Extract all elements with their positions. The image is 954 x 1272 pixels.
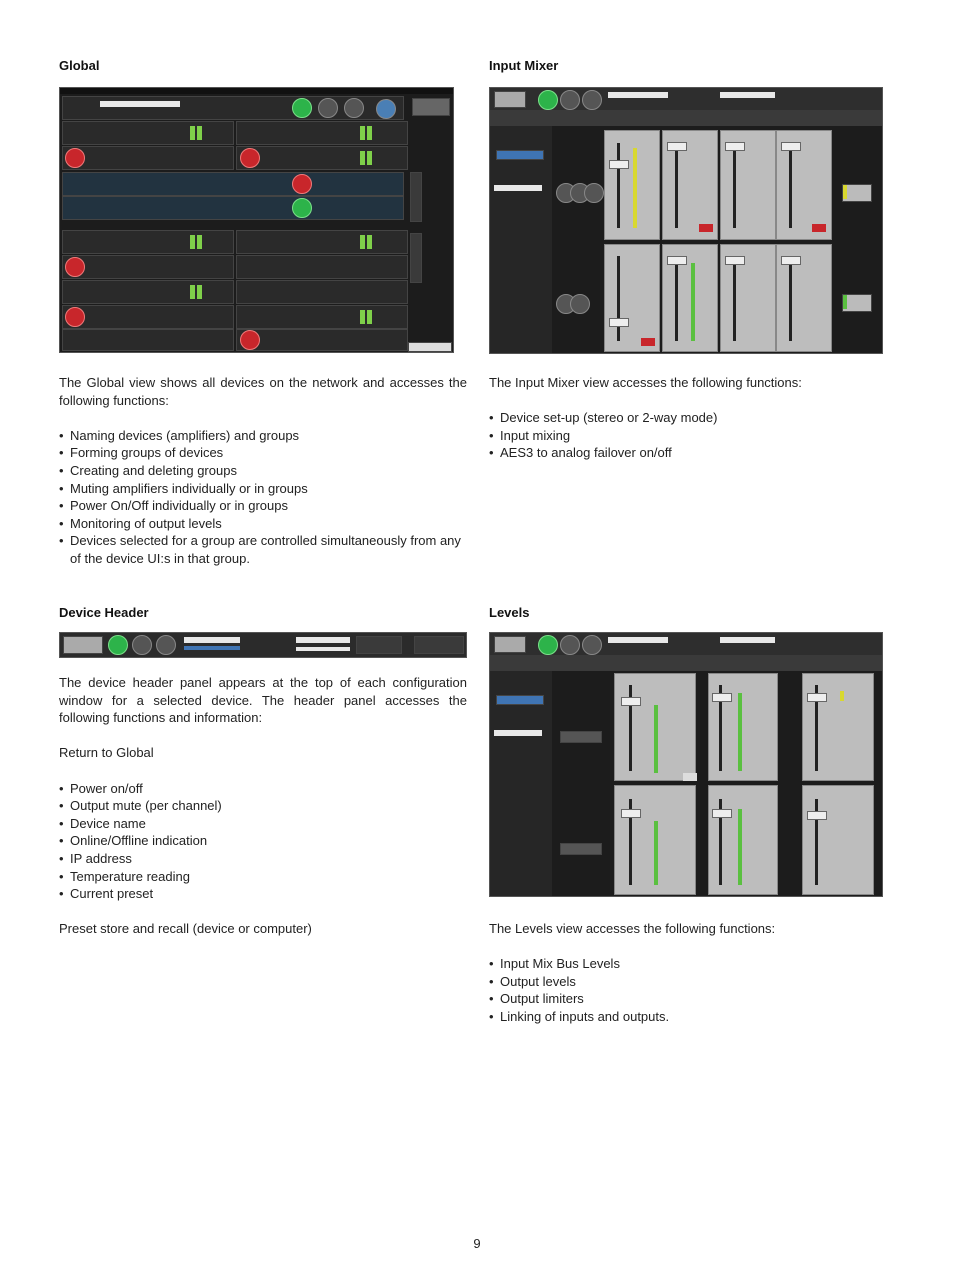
- list-item: • Output levels: [489, 973, 883, 991]
- list-item: • Naming devices (amplifiers) and groups: [59, 427, 467, 445]
- device-header-text: [59, 674, 467, 938]
- section-title-global: Global: [59, 58, 100, 73]
- list-item: • Online/Offline indication: [59, 832, 467, 850]
- device-header-intro: The device header panel appears at the top of each configuration window for a selected device. The header panel accesses the following functions and information:: [59, 675, 467, 726]
- levels-text: [489, 920, 883, 1026]
- list-item: • Power on/off: [59, 780, 467, 798]
- list-item: • Current preset: [59, 885, 467, 903]
- device-header-screenshot: [59, 632, 467, 658]
- list-item: • Muting amplifiers individually or in groups: [59, 480, 467, 498]
- device-header-bullet-list: [59, 780, 467, 903]
- section-levels: [489, 605, 883, 620]
- global-bullet-list: [59, 427, 467, 568]
- global-view-screenshot: [59, 87, 454, 353]
- list-item: • Power On/Off individually or in groups: [59, 497, 467, 515]
- section-global: [59, 58, 467, 73]
- list-item: • AES3 to analog failover on/off: [489, 444, 883, 462]
- page-number: 9: [473, 1236, 481, 1251]
- levels-intro: The Levels view accesses the following functions:: [489, 921, 776, 936]
- list-item: • Creating and deleting groups: [59, 462, 467, 480]
- list-item: • IP address: [59, 850, 467, 868]
- list-item: • Temperature reading: [59, 868, 467, 886]
- list-item: • Device set-up (stereo or 2-way mode): [489, 409, 883, 427]
- section-title-levels: Levels: [489, 605, 530, 620]
- input-mixer-intro: The Input Mixer view accesses the following functions:: [489, 375, 802, 390]
- section-title-device-header: Device Header: [59, 605, 149, 620]
- list-item: • Output mute (per channel): [59, 797, 467, 815]
- section-input-mixer: [489, 58, 883, 73]
- section-title-input-mixer: Input Mixer: [489, 58, 559, 73]
- levels-screenshot: [489, 632, 883, 897]
- list-item: • Output limiters: [489, 990, 883, 1008]
- input-mixer-screenshot: [489, 87, 883, 354]
- list-item: • Linking of inputs and outputs.: [489, 1008, 883, 1026]
- list-item: • Input mixing: [489, 427, 883, 445]
- list-item: • Forming groups of devices: [59, 444, 467, 462]
- list-item: • Monitoring of output levels: [59, 515, 467, 533]
- device-header-return-line: Return to Global: [59, 745, 154, 761]
- global-intro: The Global view shows all devices on the network and accesses the following functions:: [59, 375, 467, 408]
- input-mixer-text: [489, 374, 883, 462]
- global-text: [59, 374, 467, 568]
- levels-bullet-list: [489, 955, 883, 1025]
- list-item: • Device name: [59, 815, 467, 833]
- list-item: • Input Mix Bus Levels: [489, 955, 883, 973]
- device-header-preset-line: Preset store and recall (device or computer): [59, 921, 312, 937]
- list-item: • Devices selected for a group are controlled simultaneously from any of the device UI:s in that group.: [59, 532, 467, 567]
- section-device-header: [59, 605, 467, 620]
- input-mixer-bullet-list: [489, 409, 883, 462]
